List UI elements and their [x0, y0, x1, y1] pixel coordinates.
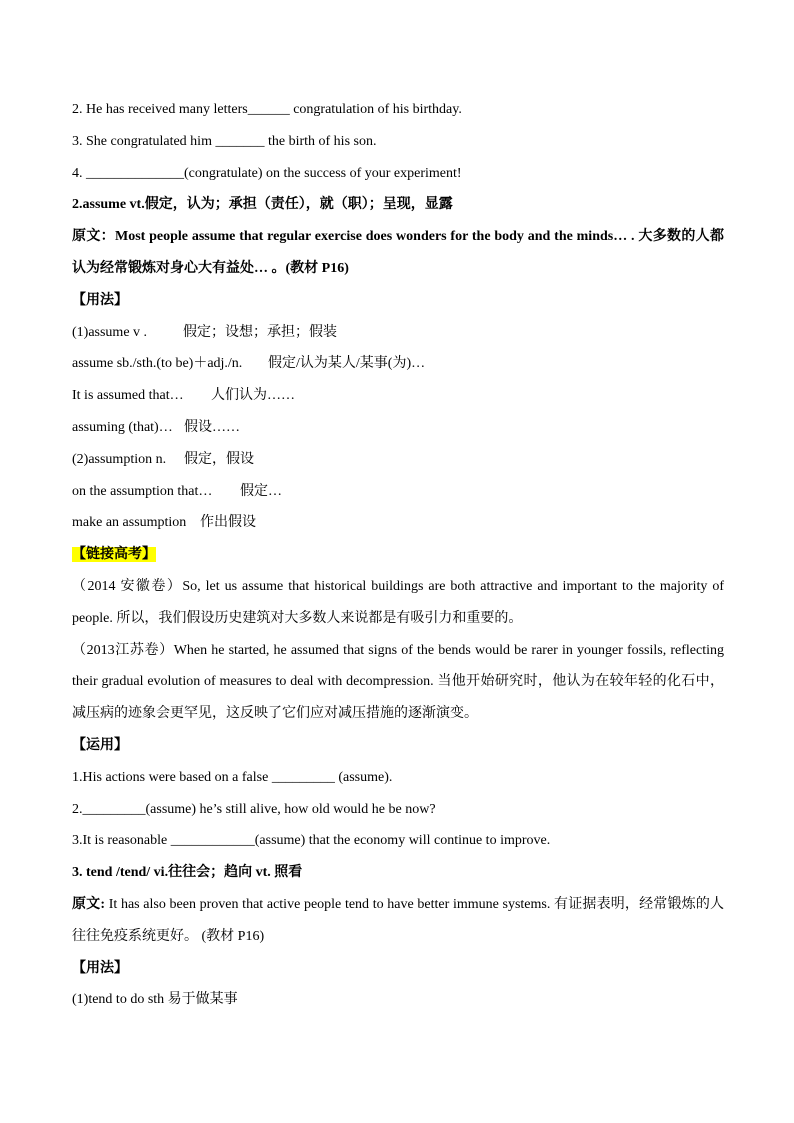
practice-label: 【运用】: [72, 737, 128, 753]
usage-row: [72, 380, 724, 412]
usage-meaning: 假定，假设: [184, 451, 254, 467]
exercise-item-4: 4. ______________(congratulate) on the success of your experiment!: [72, 165, 462, 181]
practice-item-1: 1.His actions were based on a false _________ (assume).: [72, 769, 393, 785]
gaokao-label-row: [72, 539, 724, 571]
usage-row: [72, 412, 724, 444]
usage-row: [72, 507, 724, 539]
tend-usage-label: 【用法】: [72, 960, 128, 976]
assume-usage-label: 【用法】: [72, 292, 128, 308]
usage-row: [72, 317, 724, 349]
gaokao-example-2-line-1: （2013江苏卷）When he started, he assumed that signs of the bends would be rarer in younger fossils, reflecting: [72, 642, 724, 658]
gaokao-example-1-line-1: （2014 安徽卷）So, let us assume that historical buildings are both attractive and important to the majority of: [72, 578, 724, 594]
usage-meaning: 假定…: [240, 483, 282, 499]
gaokao-example-2-line-3: 减压病的迹象会更罕见，这反映了它们应对减压措施的逐渐演变。: [72, 706, 478, 722]
tend-source-line-2: 往往免疫系统更好。 (教材 P16): [72, 928, 265, 944]
usage-term: (1)assume v .: [72, 324, 148, 340]
gaokao-example-1-line-2: people. 所以，我们假设历史建筑对大多数人来说都是有吸引力和重要的。: [72, 610, 523, 626]
usage-term: assuming (that)…: [72, 419, 173, 435]
usage-term: on the assumption that…: [72, 483, 213, 499]
usage-row: [72, 348, 724, 380]
assume-source-line-2: 认为经常锻炼对身心大有益处… 。(教材 P16): [72, 260, 349, 276]
practice-item-3: 3.It is reasonable ____________(assume) that the economy will continue to improve.: [72, 833, 551, 849]
usage-term: (2)assumption n.: [72, 451, 167, 467]
usage-row: [72, 476, 724, 508]
usage-term: assume sb./sth.(to be)＋adj./n.: [72, 356, 243, 372]
tend-source-label: 原文:: [72, 896, 106, 912]
gaokao-label: 【链接高考】: [72, 547, 156, 563]
usage-meaning: 假定/认为某人/某事(为)…: [268, 356, 426, 372]
usage-term: make an assumption: [72, 515, 187, 531]
tend-source-text: It has also been proven that active people tend to have better immune systems. 有证据表明，经常锻炼的人: [108, 896, 725, 912]
exercise-item-3: 3. She congratulated him _______ the birth of his son.: [72, 133, 377, 149]
usage-meaning: 假定；设想；承担；假装: [183, 324, 337, 340]
assume-heading: 2.assume vt.假定，认为；承担（责任），就（职）；呈现，显露: [72, 197, 453, 213]
page-content: [72, 94, 724, 1016]
usage-meaning: 人们认为……: [211, 388, 295, 404]
usage-row: [72, 444, 724, 476]
gaokao-example-2-line-2: their gradual evolution of measures to deal with decompression. 当他开始研究时，他认为在较年轻的化石中，: [72, 674, 724, 690]
exercise-item-2: 2. He has received many letters______ congratulation of his birthday.: [72, 102, 462, 117]
practice-item-2: 2._________(assume) he’s still alive, how old would he be now?: [72, 801, 436, 817]
usage-term: It is assumed that…: [72, 388, 184, 404]
usage-meaning: 作出假设: [200, 515, 256, 531]
tend-heading: 3. tend /tend/ vi.往往会；趋向 vt. 照看: [72, 865, 303, 881]
tend-source-line-1: [72, 889, 724, 921]
tend-usage-item-1: (1)tend to do sth 易于做某事: [72, 992, 238, 1008]
assume-source-line-1: 原文：Most people assume that regular exercise does wonders for the body and the minds… . 大多数的人都: [72, 229, 724, 245]
usage-meaning: 假设……: [184, 419, 240, 435]
